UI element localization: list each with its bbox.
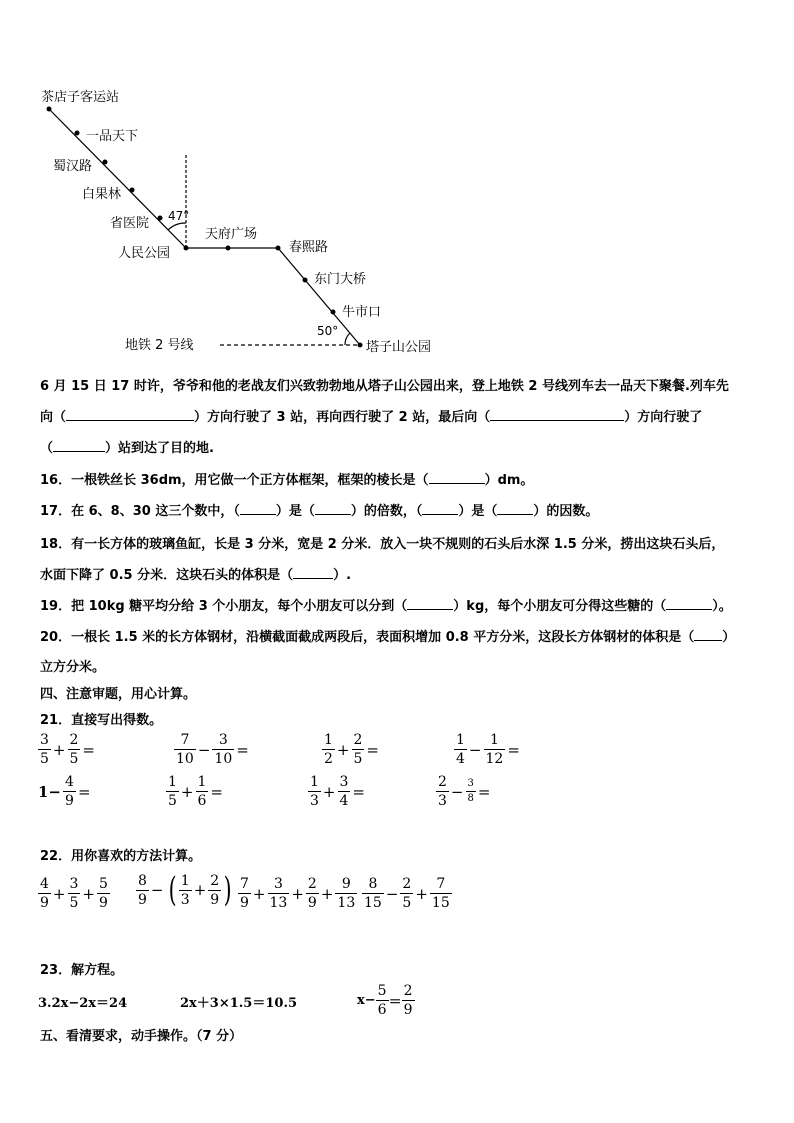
- answer-blank[interactable]: [490, 408, 624, 421]
- q21-item-4: $\frac{1}{4}$ − $\frac{1}{12}$ =: [456, 732, 520, 767]
- station-yipin: 一品天下: [86, 129, 139, 144]
- q21-item-8: $\frac{2}{3}$ − $\frac{3}{8}$ =: [438, 774, 491, 809]
- answer-blank[interactable]: [429, 471, 485, 484]
- metro-map: [0, 0, 794, 360]
- q20-text: 20．一根长 1.5 米的长方体钢材，沿横截面截成两段后，表面积增加 0.8 平方分米，这段长方体钢材的体积是（: [40, 630, 695, 645]
- q20-line1: [40, 626, 735, 645]
- angle-label-top: 47°: [168, 209, 190, 223]
- answer-blank[interactable]: [694, 628, 722, 641]
- q18-text: ）.: [333, 568, 352, 583]
- angle-arc-bottom: [345, 333, 350, 345]
- station-tianfu: 天府广场: [205, 227, 258, 242]
- q15-text: ）方向行驶了 3 站，再向西行驶了 2 站，最后向（: [194, 410, 491, 425]
- station-dot: [226, 246, 231, 251]
- q20-text: ）: [722, 630, 736, 645]
- q17-text: ）的因数。: [533, 504, 599, 519]
- q17: [40, 500, 598, 519]
- q16-text: ）dm。: [484, 473, 534, 488]
- section5-heading: 五、看清要求，动手操作。（7 分）: [40, 1029, 243, 1044]
- q16: [40, 469, 533, 488]
- station-chunxi: 春熙路: [289, 240, 329, 255]
- station-chadianzi: 茶店子客运站: [41, 90, 120, 105]
- q15-text: ）方向行驶了: [624, 410, 703, 425]
- answer-blank[interactable]: [422, 502, 458, 515]
- section4-heading: 四、注意审题，用心计算。: [40, 687, 197, 702]
- station-dot: [75, 131, 80, 136]
- q15-text: （: [40, 441, 54, 456]
- answer-blank[interactable]: [315, 502, 351, 515]
- station-shengyiyuan: 省医院: [110, 216, 150, 231]
- station-dot: [303, 278, 308, 283]
- q16-text: 16．一根铁丝长 36dm，用它做一个正方体框架，框架的棱长是（: [40, 473, 429, 488]
- angle-arc-top: [168, 223, 186, 230]
- q21-title: 21．直接写出得数。: [40, 713, 163, 728]
- q15-line1: 6 月 15 日 17 时许，爷爷和他的老战友们兴致勃勃地从塔子山公园出来，登上地铁 2 号线列车去一品天下聚餐.列车先: [40, 379, 729, 394]
- answer-blank[interactable]: [407, 597, 453, 610]
- q22-title: 22．用你喜欢的方法计算。: [40, 849, 202, 864]
- q15-line3: [40, 437, 214, 456]
- q17-text: ）是（: [458, 504, 498, 519]
- q21-item-7: $\frac{1}{3}$ + $\frac{3}{4}$ =: [310, 774, 365, 809]
- station-dot: [184, 246, 189, 251]
- equation-3: x− $\frac{5}{6}$ ＝ $\frac{2}{9}$: [357, 983, 413, 1018]
- q19-text: 19．把 10kg 糖平均分给 3 个小朋友，每个小朋友可以分到（: [40, 599, 408, 614]
- q22-expr-3: $\frac{7}{9}$ + $\frac{3}{13}$ + $\frac{2}{9}$ + $\frac{9}{13}$: [240, 876, 356, 911]
- q17-text: ）是（: [275, 504, 315, 519]
- q21-item-5: 1− $\frac{4}{9}$ =: [38, 774, 91, 809]
- q19-text: ）。: [712, 599, 732, 614]
- station-dot: [276, 246, 281, 251]
- q21-item-3: $\frac{1}{2}$ + $\frac{2}{5}$ =: [324, 732, 379, 767]
- station-dot: [158, 216, 163, 221]
- answer-blank[interactable]: [66, 408, 194, 421]
- q20-line2: 立方分米。: [40, 660, 106, 675]
- q15-text: 向（: [40, 410, 67, 425]
- line-label: 地铁 2 号线: [125, 338, 194, 353]
- station-baiguolin: 白果林: [82, 187, 122, 202]
- station-tazishan: 塔子山公园: [366, 340, 432, 355]
- q17-text: ）的倍数，（: [350, 504, 423, 519]
- station-renmin: 人民公园: [118, 246, 171, 261]
- q19-text: ）kg，每个小朋友可分得这些糖的（: [453, 599, 667, 614]
- station-dongmen: 东门大桥: [314, 272, 367, 287]
- station-dot: [47, 107, 52, 112]
- q21-item-2: $\frac{7}{10}$ − $\frac{3}{10}$ =: [176, 732, 249, 767]
- q22-expr-1: $\frac{4}{9}$ + $\frac{3}{5}$ + $\frac{5}{9}$: [40, 876, 108, 911]
- q22-expr-4: $\frac{8}{15}$ − $\frac{2}{5}$ + $\frac{7}{15}$: [364, 876, 450, 911]
- answer-blank[interactable]: [666, 597, 712, 610]
- station-dot: [103, 160, 108, 165]
- station-niushikou: 牛市口: [342, 305, 382, 320]
- equation-2: 2x＋3×1.5＝10.5: [180, 996, 298, 1011]
- angle-label-bottom: 50°: [317, 324, 339, 338]
- q22-expr-2: $\frac{8}{9}$ − ( $\frac{1}{3}$ + $\frac{2}{9}$ ): [138, 870, 232, 910]
- station-dot: [130, 188, 135, 193]
- q19: [40, 595, 732, 614]
- answer-blank[interactable]: [497, 502, 533, 515]
- answer-blank[interactable]: [240, 502, 276, 515]
- q18-line2: [40, 564, 351, 583]
- q15-text: ）站到达了目的地.: [105, 441, 214, 456]
- q18-line1: 18．有一长方体的玻璃鱼缸，长是 3 分米，宽是 2 分米．放入一块不规则的石头后水深 1.5 分米，捞出这块石头后，: [40, 537, 725, 552]
- answer-blank[interactable]: [53, 439, 105, 452]
- q21-item-1: $\frac{3}{5}$ + $\frac{2}{5}$ =: [40, 732, 95, 767]
- station-dot: [331, 310, 336, 315]
- station-dot: [358, 343, 363, 348]
- q15-line2: [40, 406, 702, 425]
- q21-item-6: $\frac{1}{5}$ + $\frac{1}{6}$ =: [168, 774, 223, 809]
- station-shuhan: 蜀汉路: [53, 159, 93, 174]
- equation-1: 3.2x−2x＝24: [38, 996, 128, 1011]
- answer-blank[interactable]: [293, 566, 333, 579]
- q17-text: 17．在 6、8、30 这三个数中，（: [40, 504, 240, 519]
- q23-title: 23．解方程。: [40, 963, 124, 978]
- q18-text: 水面下降了 0.5 分米．这块石头的体积是（: [40, 568, 294, 583]
